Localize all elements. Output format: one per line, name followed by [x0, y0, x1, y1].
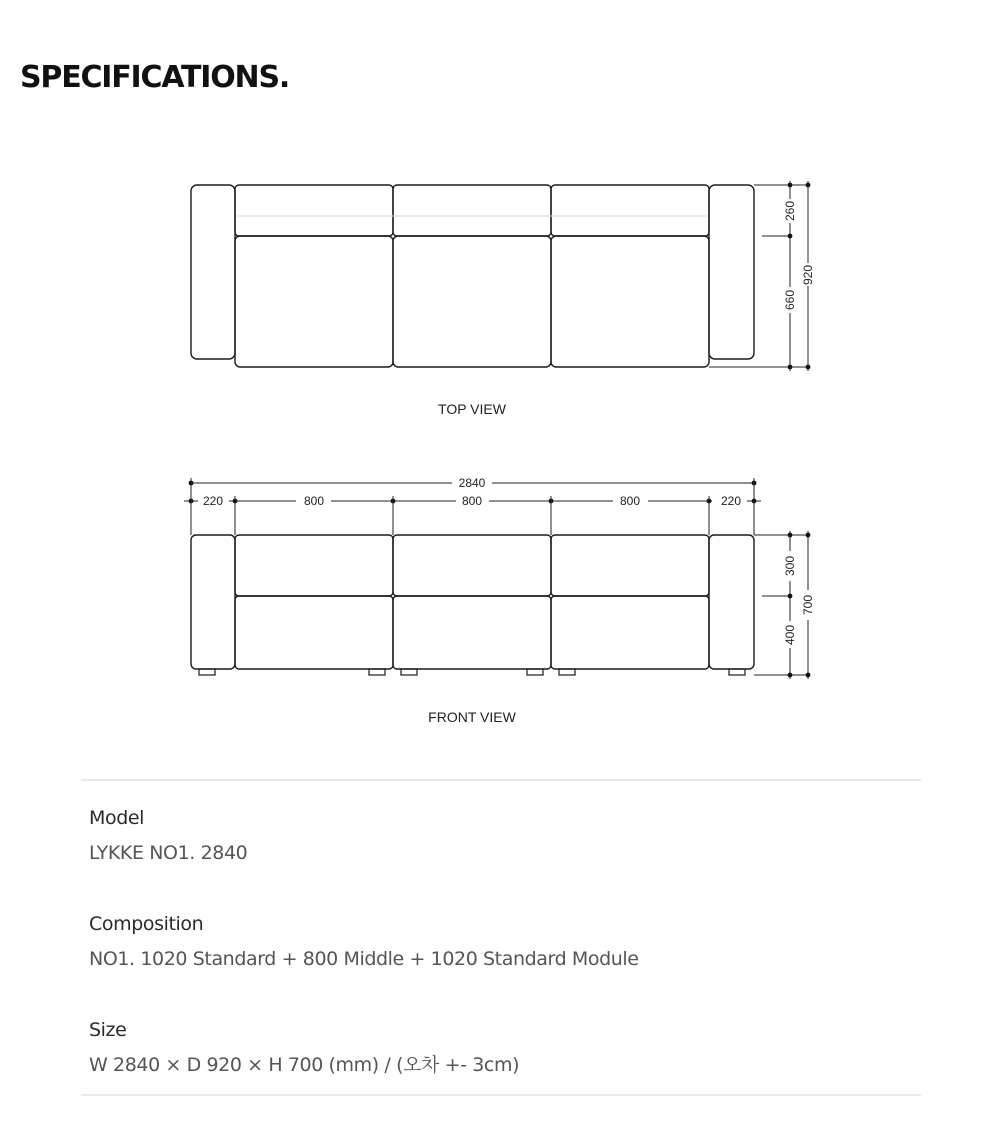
sofa-top-view — [191, 185, 754, 367]
sofa-front-view — [191, 535, 754, 675]
spec-composition — [81, 911, 921, 972]
front-width-left-arm-label: 220 — [202, 494, 224, 508]
seat-front-1 — [235, 596, 393, 669]
left-armrest-top — [191, 185, 235, 359]
spec-label-composition: Composition — [89, 913, 204, 935]
spec-value-model: LYKKE NO1. 2840 — [89, 842, 248, 864]
front-height-seat-label: 400 — [783, 624, 797, 646]
front-width-right-arm-label: 220 — [720, 494, 742, 508]
bottom-divider — [81, 1094, 921, 1096]
top-depth-back-label: 260 — [783, 200, 797, 222]
front-height-back-label: 300 — [783, 555, 797, 577]
seat-front-3 — [551, 596, 709, 669]
seat-cushion-top-2 — [393, 236, 551, 367]
spec-value-size: W 2840 × D 920 × H 700 (mm) / (오차 +- 3cm) — [89, 1054, 520, 1076]
spec-model — [81, 805, 921, 866]
sofa-legs — [199, 669, 745, 675]
seat-cushion-top-3 — [551, 236, 709, 367]
backrest-top-3 — [551, 185, 709, 236]
top-divider — [81, 779, 921, 781]
backrest-top-2 — [393, 185, 551, 236]
backrest-top-1 — [235, 185, 393, 236]
spec-label-model: Model — [89, 807, 145, 829]
front-width-seat-3-label: 800 — [619, 494, 641, 508]
front-width-seat-2-label: 800 — [461, 494, 483, 508]
backrest-front-1 — [235, 535, 393, 596]
front-width-seat-1-label: 800 — [303, 494, 325, 508]
right-armrest-front — [709, 535, 754, 669]
right-armrest-top — [709, 185, 754, 359]
spec-value-composition: NO1. 1020 Standard + 800 Middle + 1020 Standard Module — [89, 948, 639, 970]
top-depth-total-label: 920 — [801, 264, 815, 286]
top-depth-seat-label: 660 — [783, 289, 797, 311]
spec-label-size: Size — [89, 1019, 127, 1041]
backrest-front-2 — [393, 535, 551, 596]
page-title: SPECIFICATIONS. — [20, 60, 290, 95]
seat-cushion-top-1 — [235, 236, 393, 367]
front-width-total-label: 2840 — [458, 476, 486, 490]
spec-size — [81, 1017, 921, 1078]
top-view-caption: TOP VIEW — [438, 401, 506, 417]
left-armrest-front — [191, 535, 235, 669]
seat-front-2 — [393, 596, 551, 669]
backrest-front-3 — [551, 535, 709, 596]
front-view-caption: FRONT VIEW — [428, 709, 516, 725]
specifications-table — [81, 779, 921, 1096]
front-height-total-label: 700 — [801, 594, 815, 616]
